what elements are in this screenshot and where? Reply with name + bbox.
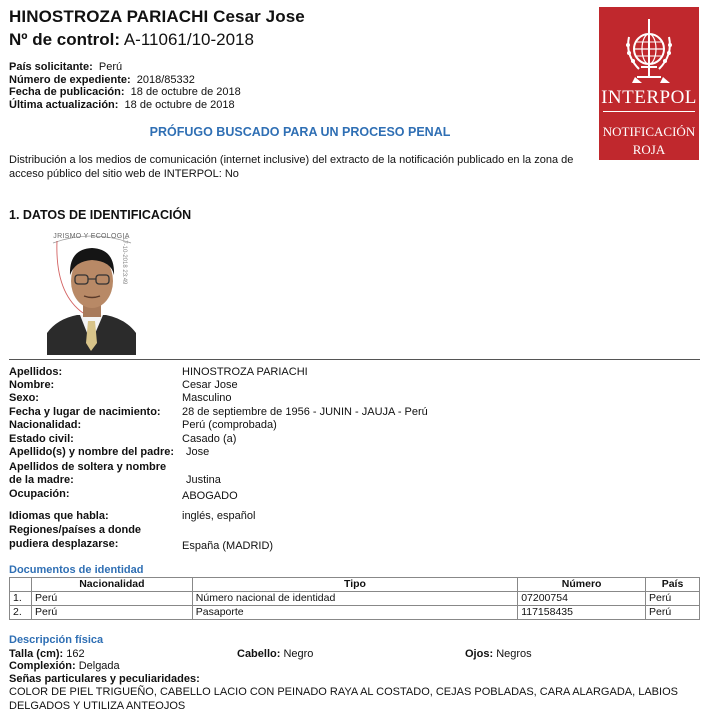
table-cell: 1. bbox=[10, 592, 32, 606]
meta-value: 18 de octubre de 2018 bbox=[130, 86, 241, 99]
table-cell: 2. bbox=[10, 606, 32, 620]
field-label: Complexión: bbox=[9, 660, 76, 672]
meta-value: Perú bbox=[98, 61, 123, 73]
table-header-row bbox=[10, 578, 700, 592]
field-value: Justina bbox=[186, 474, 221, 486]
height-field bbox=[9, 648, 85, 660]
section-divider bbox=[9, 359, 700, 360]
field-value: Masculino bbox=[182, 392, 232, 404]
field-label: Ojos: bbox=[465, 648, 494, 660]
interpol-logo bbox=[599, 7, 699, 160]
documents-table bbox=[9, 577, 700, 620]
field-label: Apellido(s) y nombre del padre: bbox=[9, 446, 175, 458]
distribution-note: Distribución a los medios de comunicación (internet inclusive) del extracto de la notificación publicado en la zona de acceso público del sitio web de INTERPOL: No bbox=[9, 154, 574, 180]
physical-title: Descripción física bbox=[9, 634, 104, 646]
field-value: Negros bbox=[496, 648, 532, 660]
logo-line2: ROJA bbox=[632, 142, 666, 157]
meta-value: 2018/85332 bbox=[136, 73, 195, 86]
meta-label: País solicitante: bbox=[9, 61, 93, 73]
notice-metadata bbox=[9, 61, 241, 111]
field-value: Delgada bbox=[78, 660, 120, 672]
field-label: Ocupación: bbox=[9, 488, 70, 500]
field-value: 28 de septiembre de 1956 - JUNIN - JAUJA - Perú bbox=[182, 406, 428, 418]
field-value: HINOSTROZA PARIACHI bbox=[182, 366, 308, 378]
marks-label bbox=[9, 673, 200, 685]
documents-title: Documentos de identidad bbox=[9, 564, 144, 576]
meta-row bbox=[9, 86, 241, 99]
column-header bbox=[10, 578, 32, 592]
photo-stamp-text: JRISMO Y ECOLOGIA bbox=[53, 233, 130, 240]
logo-brand: INTERPOL bbox=[601, 87, 697, 108]
field-label: de la madre: bbox=[9, 474, 74, 486]
hair-field bbox=[237, 648, 313, 660]
table-cell: Perú bbox=[646, 606, 700, 620]
build-field bbox=[9, 660, 120, 672]
subject-photo bbox=[47, 233, 136, 355]
control-number bbox=[9, 30, 254, 50]
table-cell: 07200754 bbox=[518, 592, 646, 606]
subject-name: HINOSTROZA PARIACHI Cesar Jose bbox=[9, 7, 305, 26]
field-label: pudiera desplazarse: bbox=[9, 538, 119, 550]
meta-label: Número de expediente: bbox=[9, 73, 131, 86]
field-value: Negro bbox=[283, 648, 314, 660]
field-label: Señas particulares y peculiaridades: bbox=[9, 673, 200, 685]
field-label: Sexo: bbox=[9, 392, 39, 404]
field-value: Perú (comprobada) bbox=[182, 419, 277, 431]
logo-line1: NOTIFICACIÓN bbox=[602, 124, 696, 139]
field-label: Fecha y lugar de nacimiento: bbox=[9, 406, 161, 418]
notice-banner: PRÓFUGO BUSCADO PARA UN PROCESO PENAL bbox=[149, 125, 451, 139]
control-label: Nº de control: bbox=[9, 30, 121, 49]
meta-value: 18 de octubre de 2018 bbox=[124, 98, 235, 111]
control-value: A-11061/10-2018 bbox=[123, 30, 254, 49]
field-value: 162 bbox=[66, 648, 85, 660]
meta-label: Última actualización: bbox=[9, 98, 119, 111]
section-identification-title: 1. DATOS DE IDENTIFICACIÓN bbox=[9, 208, 192, 222]
field-label: Talla (cm): bbox=[9, 648, 64, 660]
eyes-field bbox=[465, 648, 532, 660]
table-cell: Perú bbox=[646, 592, 700, 606]
field-label: Cabello: bbox=[237, 648, 281, 660]
meta-row bbox=[9, 74, 241, 87]
field-value: Casado (a) bbox=[182, 433, 237, 445]
meta-label: Fecha de publicación: bbox=[9, 86, 125, 99]
table-cell: 117158435 bbox=[518, 606, 646, 620]
column-header: Nacionalidad bbox=[31, 578, 192, 592]
table-row bbox=[10, 592, 700, 606]
field-label: Nacionalidad: bbox=[9, 419, 82, 431]
field-label: Idiomas que habla: bbox=[9, 510, 109, 522]
marks-value: COLOR DE PIEL TRIGUEÑO, CABELLO LACIO CON PEINADO RAYA AL COSTADO, CEJAS POBLADAS, CARA ALARGADA, LABIOS DELGADOS Y UTILIZA ANTEOJOS bbox=[9, 686, 678, 712]
field-label: Nombre: bbox=[9, 379, 55, 391]
field-value: ABOGADO bbox=[182, 490, 238, 502]
field-value: inglés, español bbox=[182, 510, 256, 522]
column-header: País bbox=[646, 578, 700, 592]
field-value: España (MADRID) bbox=[182, 540, 274, 552]
table-cell: Perú bbox=[31, 592, 192, 606]
field-label: Regiones/países a donde bbox=[9, 524, 142, 536]
column-header: Tipo bbox=[192, 578, 517, 592]
field-value: Jose bbox=[186, 446, 210, 458]
field-label: Apellidos de soltera y nombre bbox=[9, 461, 167, 473]
field-label: Estado civil: bbox=[9, 433, 74, 445]
meta-row bbox=[9, 99, 241, 112]
field-value: Cesar Jose bbox=[182, 379, 238, 391]
table-cell: Número nacional de identidad bbox=[192, 592, 517, 606]
interpol-emblem-icon bbox=[599, 7, 699, 87]
meta-row bbox=[9, 61, 241, 74]
column-header: Número bbox=[518, 578, 646, 592]
table-cell: Perú bbox=[31, 606, 192, 620]
photo-side-text: 17-10-2018 23:49 bbox=[121, 237, 127, 285]
table-row bbox=[10, 606, 700, 620]
field-label: Apellidos: bbox=[9, 366, 63, 378]
logo-divider bbox=[603, 111, 695, 112]
table-cell: Pasaporte bbox=[192, 606, 517, 620]
